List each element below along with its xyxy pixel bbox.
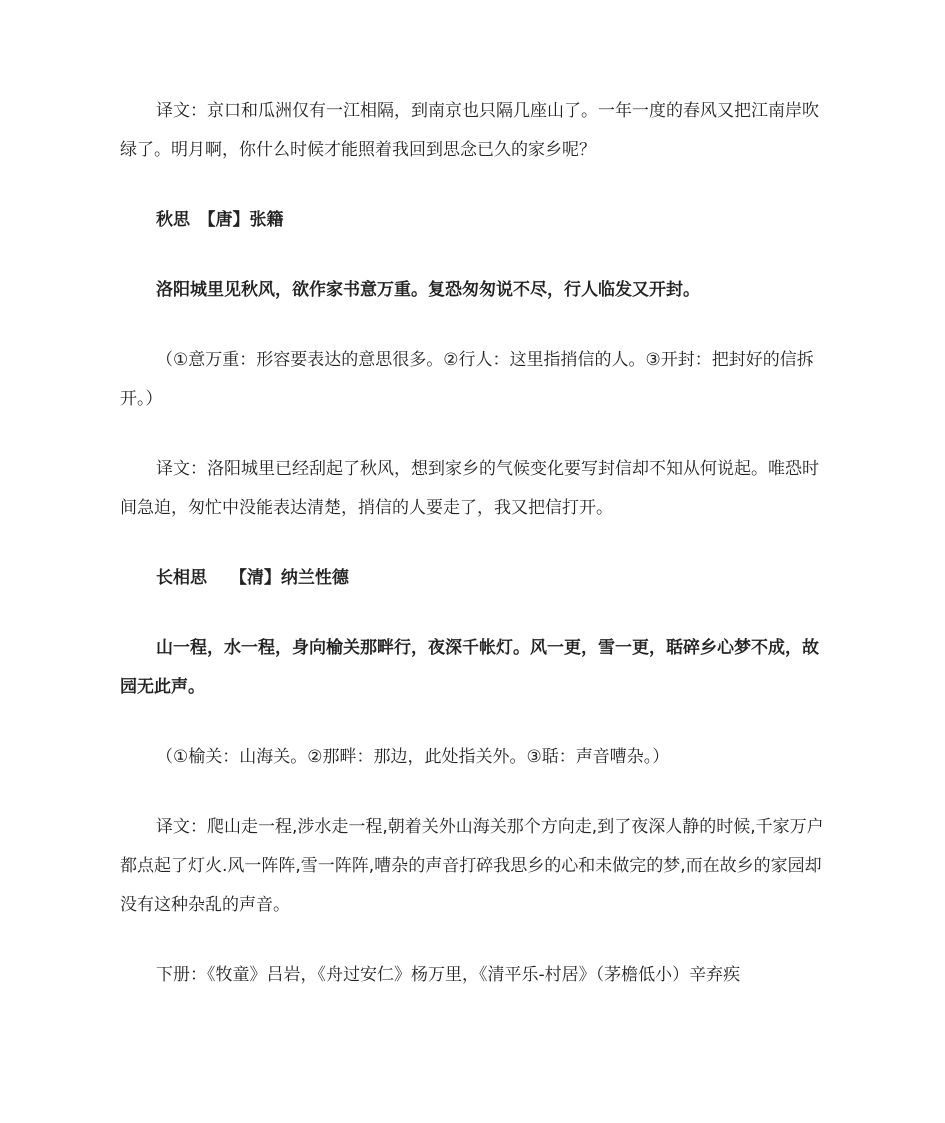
translation-qiusi: 译文：洛阳城里已经刮起了秋风，想到家乡的气候变化要写封信却不知从何说起。唯恐时间急迫，匆忙中没能表达清楚，捎信的人要走了，我又把信打开。 <box>120 459 819 518</box>
poem-text-changxiangsi: 山一程，水一程，身向榆关那畔行，夜深千帐灯。风一更，雪一更，聒碎乡心梦不成，故园无此声。 <box>120 638 819 697</box>
spacer <box>120 240 832 271</box>
spacer <box>120 528 832 559</box>
volume-list-xiace: 下册：《牧童》吕岩，《舟过安仁》杨万里，《清平乐-村居》（茅檐低小）辛弃疾 <box>156 965 741 985</box>
annotation-qiusi: （①意万重：形容要表达的意思很多。②行人：这里指捎信的人。③开封：把封好的信拆开。） <box>120 350 814 409</box>
translation-paragraph-1: 译文：京口和瓜洲仅有一江相隔，到南京也只隔几座山了。一年一度的春风又把江南岸吹绿了。明月啊，你什么时候才能照着我回到思念已久的家乡呢？ <box>120 101 819 160</box>
poem-title-qiusi: 秋思 【唐】张籍 <box>156 210 284 230</box>
spacer <box>120 170 832 201</box>
document-page <box>120 92 832 995</box>
spacer <box>120 777 832 808</box>
spacer <box>120 598 832 629</box>
spacer <box>120 419 832 450</box>
spacer <box>120 707 832 738</box>
translation-changxiangsi: 译文：爬山走一程,涉水走一程,朝着关外山海关那个方向走,到了夜深人静的时候,千家万户都点起了灯火.风一阵阵,雪一阵阵,嘈杂的声音打碎我思乡的心和未做完的梦,而在故乡的家园却没有这种杂乱的声音。 <box>120 817 824 915</box>
annotation-changxiangsi: （①榆关：山海关。②那畔：那边，此处指关外。③聒：声音嘈杂。） <box>156 747 670 767</box>
spacer <box>120 310 832 341</box>
poem-text-qiusi: 洛阳城里见秋风，欲作家书意万重。复恐匆匆说不尽，行人临发又开封。 <box>156 280 700 300</box>
poem-title-changxiangsi: 长相思 【清】纳兰性德 <box>156 568 349 588</box>
spacer <box>120 925 832 956</box>
